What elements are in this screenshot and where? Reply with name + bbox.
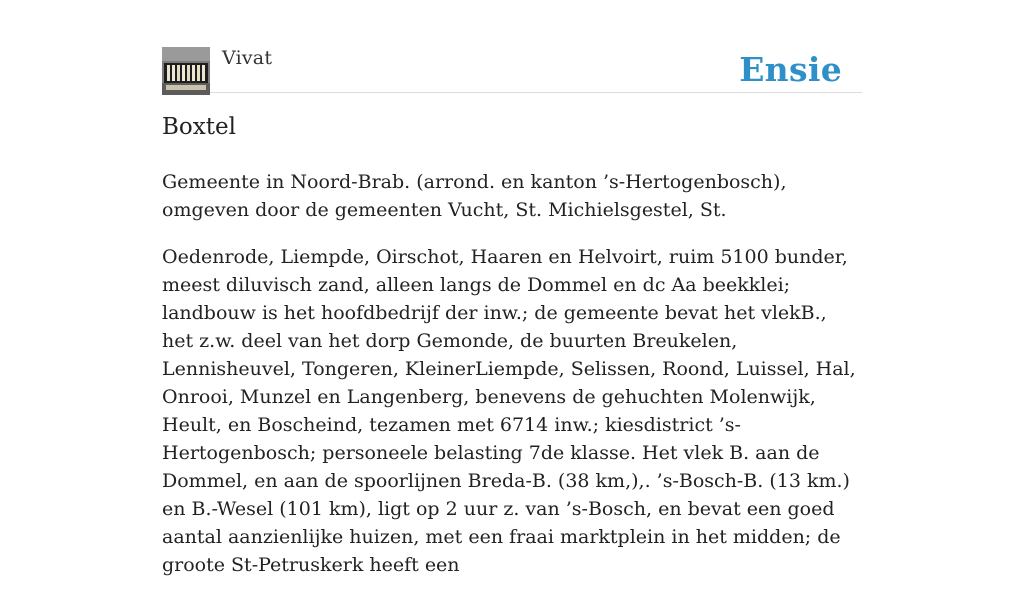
article-title: Boxtel	[162, 114, 236, 140]
article-paragraph: Oedenrode, Liempde, Oirschot, Haaren en Helvoirt, ruim 5100 bunder, meest diluvisch zand, alleen langs de Dommel en dc Aa beekklei; landbouw is het hoofdbedrijf der inw.; de gemeente bevat het vlekB., het z.w. deel van het dorp Gemonde, de buurten Breukelen, Lennisheuvel, Tongeren, KleinerLiempde, Selissen, Roond, Luissel, Hal, Onrooi, Munzel en Langenberg, benevens de gehuchten Molenwijk, Heult, en Boscheind, tezamen met 6714 inw.; kiesdistrict ’s-Hertogenbosch; personeele belasting 7de klasse. Het vlek B. aan de Dommel, en aan de spoorlijnen Breda-B. (38 km,),. ’s-Bosch-B. (13 km.) en B.-Wesel (101 km), ligt op 2 uur z. van ’s-Bosch, en bevat een goed aantal aanzienlijke huizen, met een fraai marktplein in het midden; de groote St-Petruskerk heeft een	[162, 246, 856, 576]
site-header	[162, 46, 862, 93]
article-body	[162, 168, 862, 598]
author-name[interactable]: Vivat	[222, 47, 273, 69]
article-paragraph: Gemeente in Noord-Brab. (arrond. en kanton ’s-Hertogenbosch), omgeven door de gemeenten Vucht, St. Michielsgestel, St.	[162, 171, 787, 221]
book-spines-icon	[162, 47, 210, 95]
ensie-logo[interactable]: Ensie	[739, 50, 842, 89]
author-avatar[interactable]	[162, 47, 210, 95]
